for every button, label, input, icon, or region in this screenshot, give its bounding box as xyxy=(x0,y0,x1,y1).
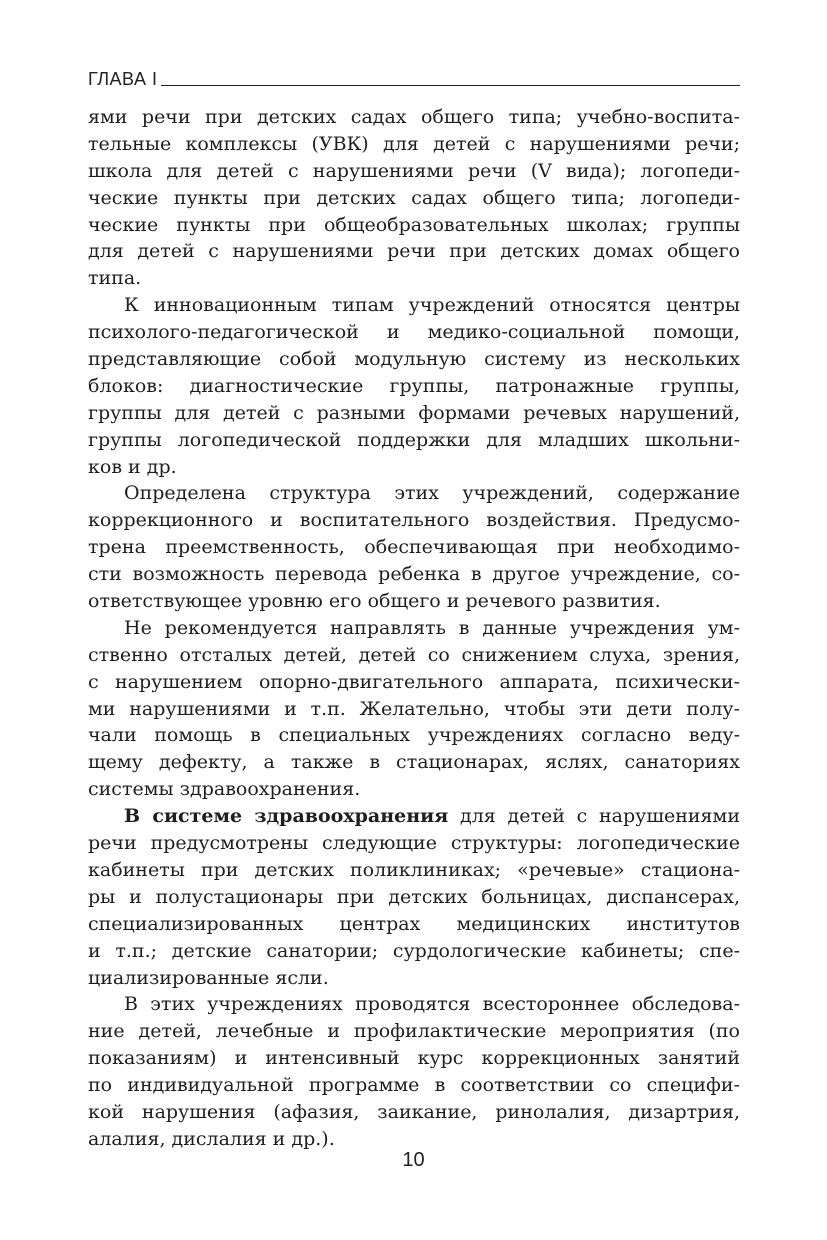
paragraph-3 xyxy=(88,480,740,614)
text-line: ответствующее уровню его общего и речевого развития. xyxy=(88,590,661,613)
text-line: специализированных центрах медицинских институтов xyxy=(88,912,740,935)
text-line: ры и полустационары при детских больницах, диспансерах, xyxy=(88,885,740,908)
text-line: трена преемственность, обеспечивающая при необходимо- xyxy=(88,536,740,559)
paragraph-4 xyxy=(88,615,740,803)
text-line xyxy=(88,803,740,830)
text-line: школа для детей с нарушениями речи (V вида); логопеди- xyxy=(88,159,740,182)
text-line: ние детей, лечебные и профилактические мероприятия (по xyxy=(88,1020,740,1043)
text-line: ми нарушениями и т.п. Желательно, чтобы эти дети полу- xyxy=(88,697,740,720)
paragraph-2 xyxy=(88,292,740,480)
text-line: К инновационным типам учреждений относятся центры xyxy=(124,294,740,317)
text-line: речи предусмотрены следующие структуры: логопедические xyxy=(88,832,740,855)
text-line: показаниям) и интенсивный курс коррекционных занятий xyxy=(88,1047,740,1070)
text-line: группы для детей с разными формами речевых нарушений, xyxy=(88,401,740,424)
paragraph-6 xyxy=(88,991,740,1152)
text-line: ческие пункты при детских садах общего типа; логопеди- xyxy=(88,186,740,209)
text-line: по индивидуальной программе в соответствии со специфи- xyxy=(88,1074,740,1097)
text-line: тельные комплексы (УВК) для детей с нарушениями речи; xyxy=(88,132,740,155)
text-line: Определена структура этих учреждений, содержание xyxy=(124,482,740,505)
bold-term: В системе здравоохранения xyxy=(124,805,449,828)
body-text xyxy=(88,104,740,1153)
paragraph-5 xyxy=(88,803,740,991)
text-run: для детей с нарушениями xyxy=(448,805,740,828)
text-line: системы здравоохранения. xyxy=(88,778,361,801)
text-line: алалия, дислалия и др.). xyxy=(88,1127,335,1150)
text-line: с нарушением опорно-двигательного аппарата, психически- xyxy=(88,670,740,693)
page-number: 10 xyxy=(402,1149,425,1171)
text-line: ями речи при детских садах общего типа; учебно-воспита- xyxy=(88,106,740,128)
text-line: чали помощь в специальных учреждениях согласно веду- xyxy=(88,724,740,747)
text-line: ческие пункты при общеобразовательных школах; группы xyxy=(88,213,740,236)
text-line: циализированные ясли. xyxy=(88,966,329,989)
text-line: Не рекомендуется направлять в данные учреждения ум- xyxy=(124,616,740,639)
text-line: представляющие собой модульную систему из нескольких xyxy=(88,348,740,371)
text-line: психолого-педагогической и медико-социальной помощи, xyxy=(88,321,740,344)
header-rule xyxy=(161,85,740,86)
text-line: кабинеты при детских поликлиниках; «речевые» стациона- xyxy=(88,858,740,881)
text-line: типа. xyxy=(88,267,142,290)
text-line: коррекционного и воспитательного воздействия. Предусмо- xyxy=(88,509,740,532)
text-line: сти возможность перевода ребенка в другое учреждение, со- xyxy=(88,563,740,586)
text-line: щему дефекту, а также в стационарах, яслях, санаториях xyxy=(88,751,740,774)
text-line: кой нарушения (афазия, заикание, ринолалия, дизартрия, xyxy=(88,1100,740,1123)
text-line: В этих учреждениях проводятся всестороннее обследова- xyxy=(124,993,740,1016)
text-line: для детей с нарушениями речи при детских домах общего xyxy=(88,240,740,263)
text-line: ков и др. xyxy=(88,455,177,478)
text-line: ственно отсталых детей, детей со снижением слуха, зрения, xyxy=(88,643,740,666)
text-line: и т.п.; детские санатории; сурдологические кабинеты; спе- xyxy=(88,939,740,962)
paragraph-1 xyxy=(88,104,740,292)
running-head xyxy=(88,68,740,88)
text-line: группы логопедической поддержки для младших школьни- xyxy=(88,428,740,451)
chapter-title: ГЛАВА I xyxy=(88,69,158,89)
text-line: блоков: диагностические группы, патронажные группы, xyxy=(88,374,740,397)
